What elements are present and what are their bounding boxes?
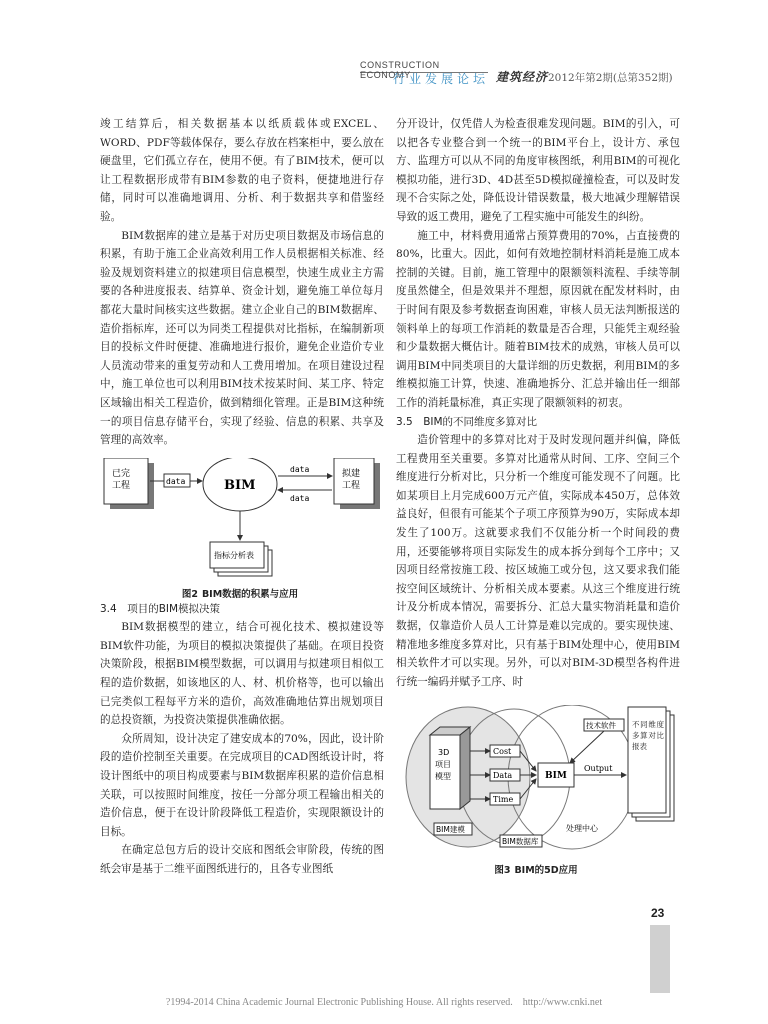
figure-2-diagram [100, 458, 384, 582]
figure-2 [100, 458, 384, 600]
figure-3 [396, 705, 680, 878]
header-issue: 2012年第2期(总第352期) [548, 72, 673, 84]
model-label-2: 项目 [435, 760, 451, 770]
figure-3-diagram [396, 705, 680, 857]
tech-software-label: 技术软件 [586, 721, 616, 731]
header-section-title: 行业发展论坛 [393, 72, 490, 86]
page-side-bar [650, 925, 670, 993]
left-column [100, 115, 384, 879]
model-label-1: 3D [438, 748, 450, 758]
bim-label: BIM [224, 477, 256, 493]
figure-2-caption [100, 588, 384, 602]
figure-2-caption-text: BIM数据的积累与应用 [201, 589, 299, 601]
output-label: Output [584, 764, 613, 774]
data-label-left: data [166, 476, 186, 486]
arrow-tech-bim [570, 731, 604, 763]
paragraph: BIM数据库的建立是基于对历史项目数据及市场信息的积累，有助于施工企业高效利用工作人员根据相关标准、经验及规划资料建立的拟建项目信息模型，快速生成业主方需要的各种进度报表、结算单、资金计划，避免施工单位每月都花大量时间核实这些数据。建立企业自己的BIM数据库、造价指标库，还可以为同类工程提供对比指标，在编制新项目的投标文件时便捷、准确地进行报价，避免企业造价专业人员流动带来的重复劳动和人工费用增加。在项目建设过程中，施工单位也可以利用BIM技术按某时间、某工序、特定区域输出相关工程造价，做到精细化管理。正是BIM这种统一的项目信息存储平台，实现了经验、信息的积累、共享及管理的高效率。 [100, 229, 384, 447]
right-column [396, 115, 680, 878]
data-label-right-top: data [290, 464, 310, 474]
planned-project-label-2: 工程 [342, 480, 361, 491]
figure-3-number: 图3 [494, 865, 511, 876]
report-label: 不同维度多算对比报表 [632, 720, 664, 752]
paragraph: 造价管理中的多算对比对于及时发现问题并纠偏，降低工程费用至关重要。多算对比通常从时间、工序、空间三个维度进行分析对比，只分析一个维度可能发现不了问题。比如某项目上月完成600万元产值，实际成本450万，总体效益良好，但很有可能某个子项工序预算为90万，实际成本却发生了100万。这就要求我们不仅能分析一个时间段的费用，还要能够将项目实际发生的成本拆分到每个工序中；又因项目经常按施工段、按区域施工或分包，这又要求我们能按空间区域统计、分析相关成本要素。从这三个维度进行统计及分析成本情况，需要拆分、汇总大量实物消耗量和造价数据，仅靠造价人员人工计算是难以完成的。要实现快速、精准地多维度多算对比，只有基于BIM处理中心，使用BIM相关软件才可以实现。另外，可以对BIM-3D模型各构件进行统一编码并赋予工序、时 [396, 434, 680, 688]
planned-project-label-1: 拟建 [342, 468, 361, 479]
completed-project-label-1: 已完 [112, 468, 131, 479]
figure-3-caption [396, 864, 680, 878]
figure-2-number: 图2 [181, 589, 198, 601]
header-english: CONSTRUCTION ECONOMY [360, 60, 488, 73]
paragraph: 分开设计，仅凭借人为检查很难发现问题。BIM的引入，可以把各专业整合到一个统一的BIM平台上，设计方、承包方、监理方可以从不同的角度审核图纸，利用BIM的可视化模拟功能，进行3D、4D甚至5D模拟碰撞检查，可以及时发现不合实际之处，降低设计错误数量，极大地减少理解错误导致的返工费用，避免了工程实施中可能发生的纠纷。 [396, 118, 680, 223]
figure-3-caption-text: BIM的5D应用 [514, 865, 578, 876]
completed-project-label-2: 工程 [112, 480, 131, 491]
model-label-3: 模型 [435, 772, 451, 782]
paragraph: 施工中，材料费用通常占预算费用的70%，占直接费的80%，比重大。因此，如何有效地控制材料消耗是施工成本控制的关键。目前，施工管理中的限额领料流程、手续等制度虽然健全，但是效果并不理想，原因就在配发材料时，由于时间有限及参考数据查询困难，审核人员无法判断报送的领料单上的每项工作消耗的数量是否合理，只能凭主观经验和少量数据大概估计。随着BIM技术的成熟，审核人员可以调用BIM中同类项目的大量详细的历史数据，利用BIM的多维模拟施工计算，快速、准确地拆分、汇总并输出任一细部工作的消耗量标准，真正实现了限额领料的初衷。 [396, 229, 680, 409]
cost-label: Cost [493, 747, 512, 757]
section-3-5-title: 3.5 BIM的不同维度多算对比 [396, 415, 538, 428]
paragraph: 竣工结算后，相关数据基本以纸质载体或EXCEL、WORD、PDF等载体保存，要么存放在档案柜中，要么放在硬盘里，它们孤立存在，使用不便。有了BIM技术，便可以让工程数据形成带有BIM参数的电子资料，便捷地进行存储，同时可以准确地调用、分析、利于数据共享和借鉴经验。 [100, 118, 384, 223]
data-label: Data [493, 771, 513, 781]
model-box-side [460, 727, 470, 809]
footer-copyright: ?1994-2014 China Academic Journal Electronic Publishing House. All rights reserved. http://www.cnki.net [165, 997, 603, 1008]
paragraph: 众所周知，设计决定了建安成本的70%，因此，设计阶段的造价控制至关重要。在完成项目的CAD图纸设计时，将设计图纸中的项目构成要素与BIM数据库积累的造价信息相关联，可以按照时间维度，按任一分部分项工程输出相关的造价信息，便于在设计阶段降低工程造价，实现限额设计的目标。 [100, 732, 384, 838]
section-3-4-title: 3.4 项目的BIM模拟决策 [100, 602, 221, 615]
header-brand-logo: 建筑经济 [496, 70, 549, 84]
data-label-right-bottom: data [290, 493, 310, 503]
page-number: 23 [651, 906, 665, 920]
doc-label: 指标分析表 [214, 550, 254, 560]
bim-label: BIM [545, 771, 567, 782]
bim-modeling-label: BIM建模 [436, 825, 465, 835]
paragraph: BIM数据模型的建立，结合可视化技术、模拟建设等BIM软件功能，为项目的模拟决策提供了基础。在项目投资决策阶段，根据BIM模型数据，可以调用与拟建项目相似工程的造价数据，如该地区的人、材、机价格等，也可以输出已完类似工程每平方米的造价，高效准确地估算出规划项目的总投资额，为投资决策提供准确依据。 [100, 621, 384, 727]
time-label: Time [493, 795, 514, 805]
bim-database-label: BIM数据库 [502, 837, 539, 847]
paragraph: 在确定总包方后的设计交底和图纸会审阶段，传统的图纸会审是基于二维平面图纸进行的，且各专业图纸 [100, 844, 384, 875]
processing-center-label: 处理中心 [566, 824, 598, 834]
